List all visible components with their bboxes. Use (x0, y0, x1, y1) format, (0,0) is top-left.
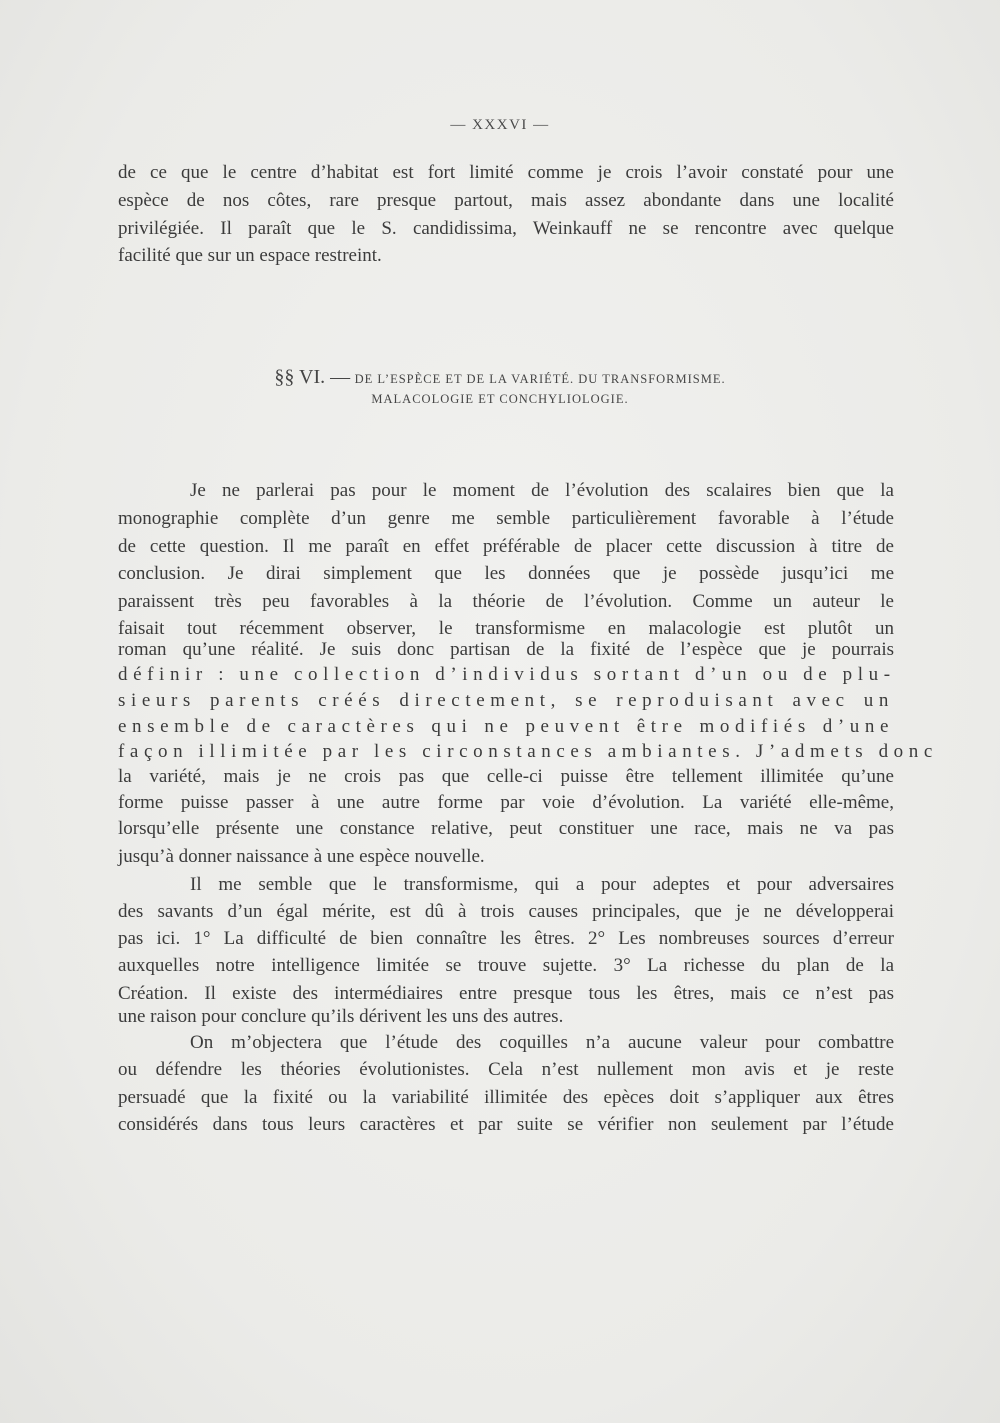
text-line: espèce de nos côtes, rare presque partout, mais assez abondante dans une localité (118, 190, 894, 211)
text-line: faisait tout récemment observer, le transformisme en malacologie est plutôt un (118, 618, 894, 639)
text-line: roman qu’une réalité. Je suis donc partisan de la fixité de l’espèce que je pourrais (118, 639, 894, 660)
text-line: des savants d’un égal mérite, est dû à trois causes principales, que je ne développerai (118, 901, 894, 922)
text-line: paraissent très peu favorables à la théorie de l’évolution. Comme un auteur le (118, 591, 894, 612)
text-line: façon illimitée par les circonstances ambiantes. J’admets donc (118, 741, 938, 762)
text-line: On m’objectera que l’étude des coquilles n’a aucune valeur pour combattre (190, 1032, 894, 1053)
text-line: sieurs parents créés directement, se reproduisant avec un (118, 690, 894, 711)
text-line: Il me semble que le transformisme, qui a pour adeptes et pour adversaires (190, 874, 894, 895)
section-heading (0, 366, 1000, 389)
text-line: de ce que le centre d’habitat est fort limité comme je crois l’avoir constaté pour une (118, 162, 894, 183)
text-line: ensemble de caractères qui ne peuvent être modifiés d’une (118, 716, 894, 737)
text-line: une raison pour conclure qu’ils dérivent les uns des autres. (118, 1006, 564, 1027)
text-line: monographie complète d’un genre me semble particulièrement favorable à l’étude (118, 508, 894, 529)
section-title-line-2: MALACOLOGIE ET CONCHYLIOLOGIE. (371, 392, 629, 406)
text-line: considérés dans tous leurs caractères et par suite se vérifier non seulement par l’étude (118, 1114, 894, 1135)
section-title-line-1: DE L’ESPÈCE ET DE LA VARIÉTÉ. DU TRANSFORMISME. (354, 372, 726, 386)
text-line: pas ici. 1° La difficulté de bien connaître les êtres. 2° Les nombreuses sources d’erreur (118, 928, 894, 949)
text-line: persuadé que la fixité ou la variabilité illimitée des epèces doit s’appliquer aux êtres (118, 1087, 894, 1108)
text-line: auxquelles notre intelligence limitée se trouve sujette. 3° La richesse du plan de la (118, 955, 894, 976)
text-line: jusqu’à donner naissance à une espèce nouvelle. (118, 846, 485, 867)
text-line: ou défendre les théories évolutionistes. Cela n’est nullement mon avis et je reste (118, 1059, 894, 1080)
text-line: lorsqu’elle présente une constance relative, peut constituer une race, mais ne va pas (118, 818, 894, 839)
text-line: Création. Il existe des intermédiaires entre presque tous les êtres, mais ce n’est pas (118, 983, 894, 1004)
text-line: privilégiée. Il paraît que le S. candidissima, Weinkauff ne se rencontre avec quelque (118, 218, 894, 239)
text-line: forme puisse passer à une autre forme par voie d’évolution. La variété elle-même, (118, 792, 894, 813)
text-line: facilité que sur un espace restreint. (118, 245, 382, 266)
text-line: définir : une collection d’individus sortant d’un ou de plu- (118, 664, 896, 685)
text-line: conclusion. Je dirai simplement que les données que je possède jusqu’ici me (118, 563, 894, 584)
page-number: — XXXVI — (450, 117, 550, 133)
section-mark: §§ VI. — (274, 366, 351, 388)
text-line: Je ne parlerai pas pour le moment de l’évolution des scalaires bien que la (190, 480, 894, 501)
text-line: de cette question. Il me paraît en effet préférable de placer cette discussion à titre de (118, 536, 894, 557)
text-line: la variété, mais je ne crois pas que celle-ci puisse être tellement illimitée qu’une (118, 766, 894, 787)
